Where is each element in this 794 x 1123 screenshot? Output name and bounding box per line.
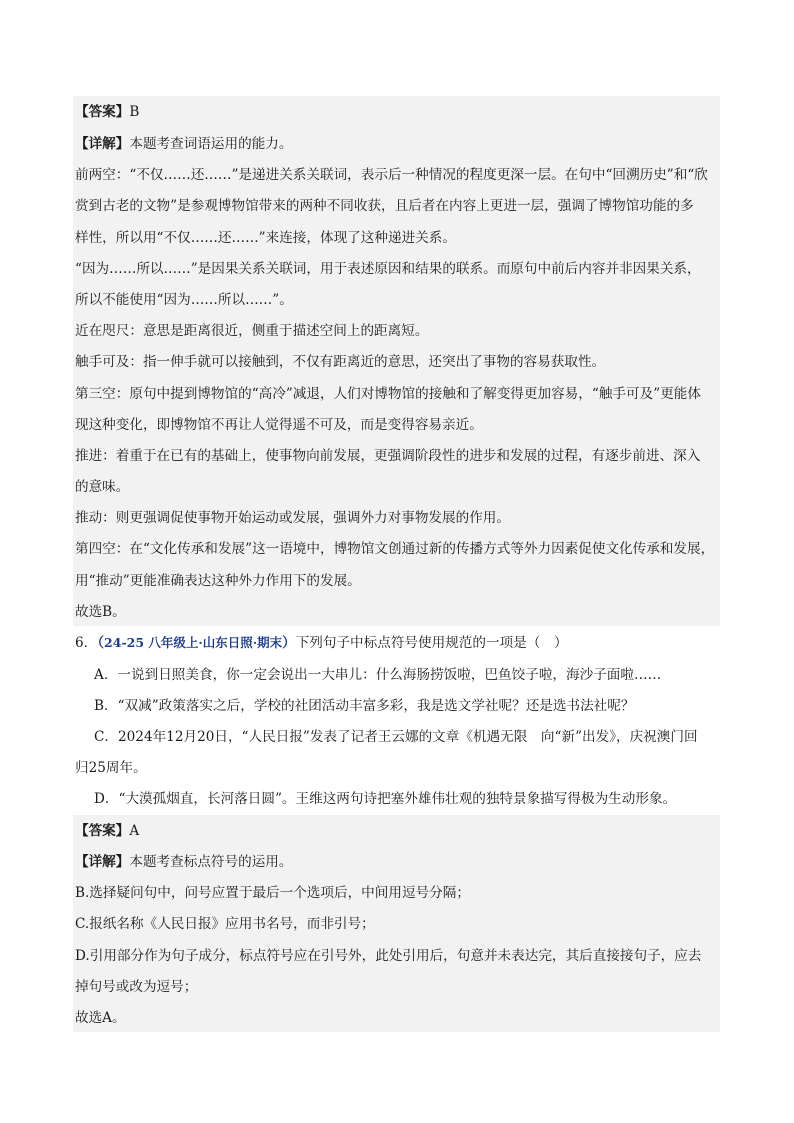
- option-b: B．“双减”政策落实之后，学校的社团活动丰富多彩，我是选文学社呢？还是选书法社呢？: [94, 698, 635, 714]
- explanation-line: 第三空：原句中提到博物馆的“高冷”减退，人们对博物馆的接触和了解变得更加容易，“触手可及”更能体: [75, 386, 701, 402]
- q5-answer-line: [75, 102, 725, 122]
- detail-tag: 【详解】: [75, 854, 130, 870]
- explanation-line: D.引用部分作为句子成分，标点符号应在引号外，此处引用后，句意并未表达完，其后直接接句子，应去: [75, 948, 702, 964]
- explanation-line: 现这种变化，即博物馆不再让人觉得遥不可及，而是变得容易亲近。: [75, 417, 483, 433]
- option-c: C．2024年12月20日，“人民日报”发表了记者王云娜的文章《机遇无限 向“新”出发》，庆祝澳门回: [94, 729, 698, 745]
- option-c-continuation: 归25周年。: [75, 760, 147, 776]
- answer-tag: 【答案】: [75, 104, 130, 120]
- explanation-line: 推进：着重于在已有的基础上，使事物向前发展，更强调阶段性的进步和发展的过程，有逐步前进、深入: [75, 448, 701, 464]
- answer-value: B: [129, 104, 140, 120]
- q6-stem: 6．（24-25 八年级上·山东日照·期末）下列句子中标点符号使用规范的一项是（ ）: [75, 635, 568, 651]
- q6-answer-line: [75, 821, 725, 841]
- explanation-line: 第四空：在“文化传承和发展”这一语境中，博物馆文创通过新的传播方式等外力因素促使文化传承和发展，: [75, 541, 715, 557]
- question-source: 24-25 八年级上·山东日照·期末: [104, 635, 283, 650]
- explanation-line: 故选B。: [75, 604, 126, 620]
- explanation-line: 前两空：“不仅……还……”是递进关系关联词，表示后一种情况的程度更深一层。在句中“回溯历史”和“欣: [75, 167, 708, 183]
- explanation-line: 掉句号或改为逗号；: [75, 979, 198, 995]
- detail-tag: 【详解】: [75, 136, 130, 152]
- explanation-line: 所以不能使用“因为……所以……”。: [75, 292, 293, 308]
- answer-value: A: [129, 823, 140, 839]
- q6-detail-line: [75, 852, 725, 872]
- option-d: D．“大漠孤烟直，长河落日圆”。王维这两句诗把塞外雄伟壮观的独特景象描写得极为生动形象。: [94, 791, 677, 807]
- answer-tag: 【答案】: [75, 823, 130, 839]
- explanation-line: 近在咫尺：意思是距离很近，侧重于描述空间上的距离短。: [75, 323, 429, 339]
- explanation-line: 用“推动”更能准确表达这种外力作用下的发展。: [75, 573, 361, 589]
- explanation-line: “因为……所以……”是因果关系关联词，用于表述原因和结果的联系。而原句中前后内容并非因果关系，: [75, 261, 701, 277]
- explanation-line: C.报纸名称《人民日报》应用书名号，而非引号；: [75, 916, 375, 932]
- explanation-line: 推动：则更强调促使事物开始运动或发展，强调外力对事物发展的作用。: [75, 510, 510, 526]
- explanation-line: 故选A。: [75, 1010, 126, 1026]
- q5-detail-line: [75, 134, 725, 154]
- explanation-line: 样性，所以用“不仅……还……”来连接，体现了这种递进关系。: [75, 230, 456, 246]
- detail-intro: 本题考查词语运用的能力。: [129, 136, 293, 152]
- question-stem: 下列句子中标点符号使用规范的一项是（ ）: [295, 635, 568, 651]
- question-number: 6．: [75, 635, 98, 651]
- explanation-line: 赏到古老的文物”是参观博物馆带来的两种不同收获，且后者在内容上更进一层，强调了博物馆功能的多: [75, 198, 694, 214]
- explanation-line: 的意味。: [75, 479, 130, 495]
- explanation-line: 触手可及：指一伸手就可以接触到，不仅有距离近的意思，还突出了事物的容易获取性。: [75, 354, 606, 370]
- explanation-line: B.选择疑问句中，问号应置于最后一个选项后，中间用逗号分隔；: [75, 885, 470, 901]
- detail-intro: 本题考查标点符号的运用。: [129, 854, 293, 870]
- option-a: A．一说到日照美食，你一定会说出一大串儿：什么海肠捞饭啦，巴鱼饺子啦，海沙子面啦……: [94, 667, 662, 683]
